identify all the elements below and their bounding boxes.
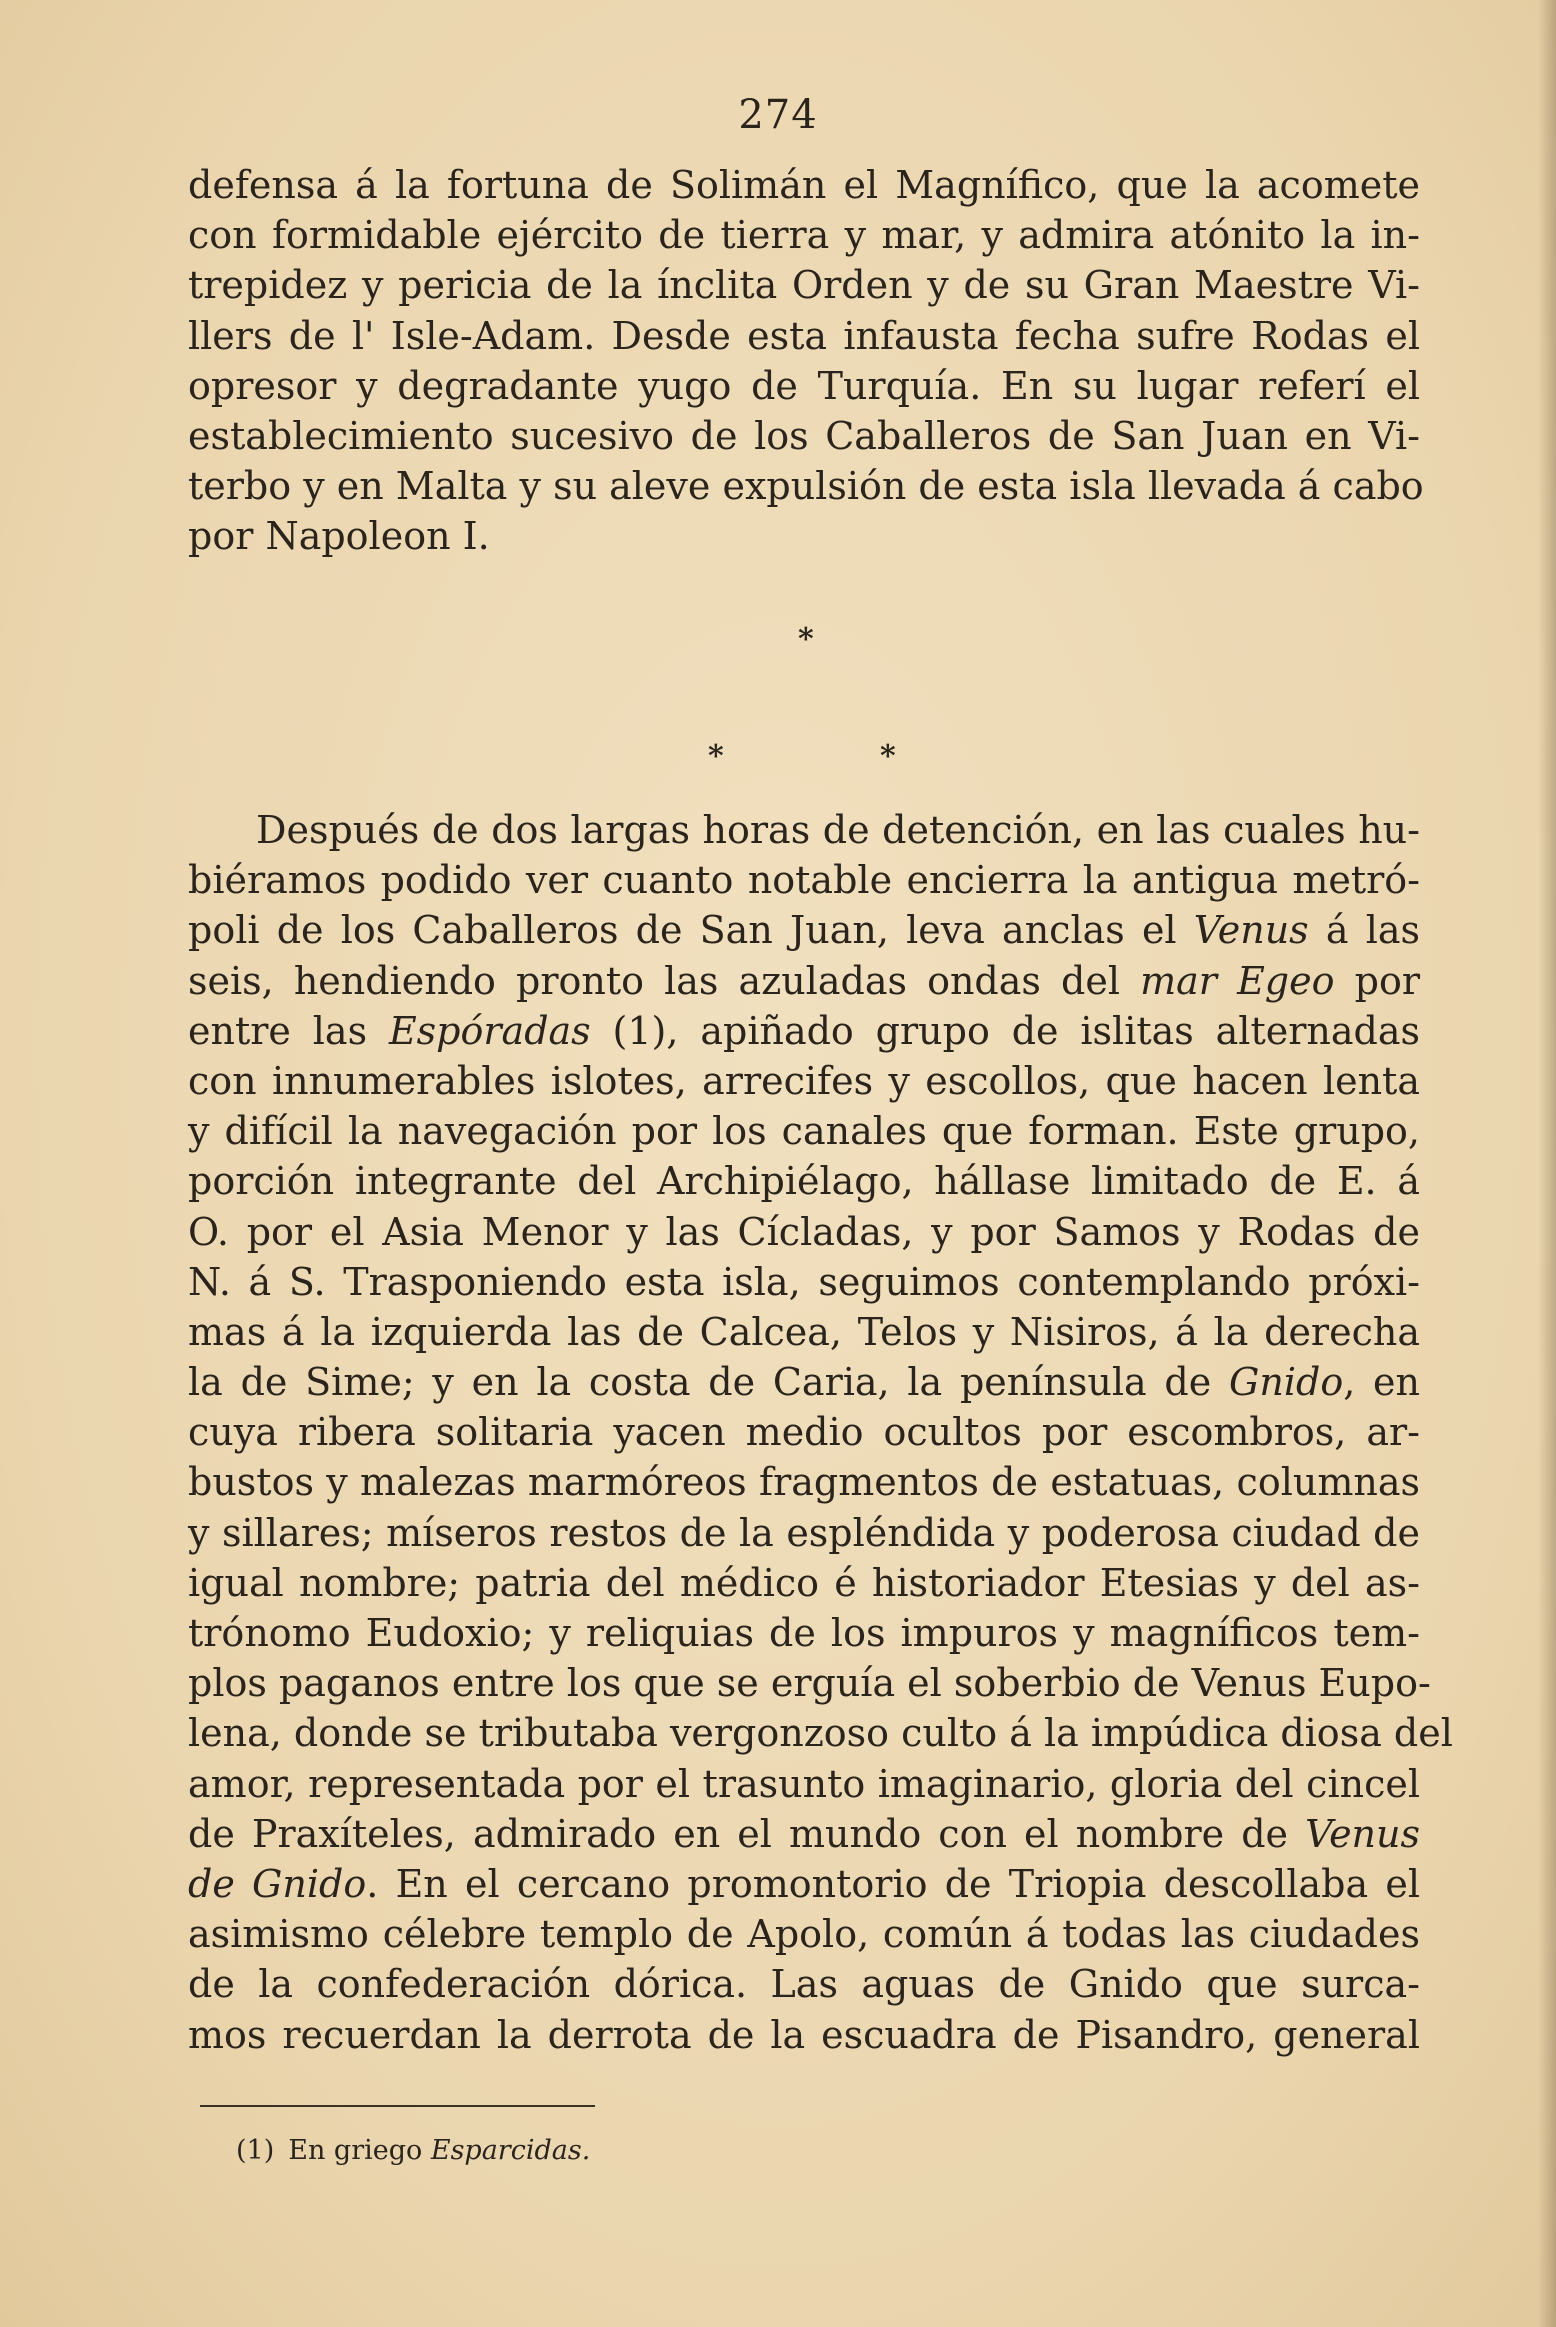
line-text: seis, hendiendo pronto las azuladas ondas del: [188, 958, 1141, 1003]
text-line: establecimiento sucesivo de los Caballeros de San Juan en Vi-: [188, 413, 1420, 458]
text-line: [188, 905, 1420, 955]
text-line: con formidable ejército de tierra y mar, y admira atónito la in-: [188, 213, 1420, 258]
text-line: N. á S. Trasponiendo esta isla, seguimos contemplando próxi-: [188, 1259, 1420, 1304]
line-text: poli de los Caballeros de San Juan, leva anclas el: [188, 908, 1194, 953]
text-line: opresor y degradante yugo de Turquía. En su lugar referí el: [188, 363, 1420, 408]
page-edge-shadow: [1538, 0, 1556, 2327]
paragraph-2: [188, 805, 1453, 2060]
footnote-text: En griego: [288, 2135, 431, 2166]
asterism-star-top: *: [798, 622, 814, 657]
text-line: Después de dos largas horas de detención, en las cuales hu-: [256, 808, 1420, 852]
text-line: [188, 1006, 1420, 1056]
italic-term-place: Gnido: [1229, 1360, 1344, 1405]
line-text: de Praxíteles, admirado en el mundo con el nombre de: [188, 1811, 1306, 1856]
text-line: [188, 1809, 1420, 1859]
asterism-star-left: *: [708, 739, 724, 774]
text-line: y difícil la navegación por los canales que forman. Este grupo,: [188, 1109, 1420, 1154]
italic-term-islands: Espóradas: [388, 1008, 591, 1053]
line-text: (1), apiñado grupo de islitas alternadas: [590, 1008, 1420, 1053]
footnote: [236, 2135, 590, 2166]
line-text: , en: [1343, 1360, 1421, 1405]
line-text: por: [1334, 958, 1420, 1003]
page-number: 274: [738, 92, 818, 138]
text-line: trepidez y pericia de la ínclita Orden y de su Gran Maestre Vi-: [188, 263, 1420, 308]
text-line: bustos y malezas marmóreos fragmentos de estatuas, columnas: [188, 1460, 1420, 1505]
italic-term-ship: Venus: [1193, 908, 1309, 953]
text-line: llers de l' Isle-Adam. Desde esta infausta fecha sufre Rodas el: [188, 313, 1420, 358]
footnote-marker: (1): [236, 2135, 275, 2166]
line-text: á las: [1308, 908, 1421, 953]
text-line: asimismo célebre templo de Apolo, común á todas las ciudades: [188, 1912, 1420, 1957]
italic-term-sea: mar Egeo: [1140, 958, 1335, 1003]
text-line: biéramos podido ver cuanto notable encierra la antigua metró-: [188, 858, 1420, 903]
paragraph-1: [188, 160, 1424, 562]
text-line: [188, 1357, 1420, 1407]
text-line: con innumerables islotes, arrecifes y escollos, que hacen lenta: [188, 1058, 1420, 1103]
text-line: [188, 956, 1420, 1006]
text-line: [188, 1859, 1420, 1909]
text-line: plos paganos entre los que se erguía el soberbio de Venus Eupo-: [188, 1661, 1431, 1706]
line-text: la de Sime; y en la costa de Caria, la península de: [188, 1360, 1230, 1405]
text-line: y sillares; míseros restos de la espléndida y poderosa ciudad de: [188, 1510, 1420, 1555]
text-line: trónomo Eudoxio; y reliquias de los impuros y magníficos tem-: [188, 1611, 1420, 1655]
italic-term-statue: de Gnido: [188, 1861, 367, 1906]
italic-term-statue: Venus: [1305, 1811, 1420, 1856]
text-line: mas á la izquierda las de Calcea, Telos y Nisiros, á la derecha: [188, 1309, 1420, 1354]
text-line: terbo y en Malta y su aleve expulsión de esta isla llevada á cabo: [188, 464, 1424, 509]
text-line: cuya ribera solitaria yacen medio ocultos por escombros, ar-: [188, 1410, 1420, 1455]
text-line: porción integrante del Archipiélago, hállase limitado de E. á: [188, 1159, 1420, 1204]
line-text: . En el cercano promontorio de Triopia descollaba el: [366, 1861, 1421, 1906]
line-text: entre las: [188, 1008, 389, 1053]
text-line: por Napoleon I.: [188, 514, 490, 559]
text-line: de la confederación dórica. Las aguas de Gnido que surca-: [188, 1962, 1420, 2007]
text-line: lena, donde se tributaba vergonzoso culto á la impúdica diosa del: [188, 1711, 1453, 1756]
text-line: mos recuerdan la derrota de la escuadra de Pisandro, general: [188, 2012, 1420, 2057]
text-line: defensa á la fortuna de Solimán el Magnífico, que la acomete: [188, 163, 1420, 207]
text-line: amor, representada por el trasunto imaginario, gloria del cincel: [188, 1761, 1420, 1806]
text-line: O. por el Asia Menor y las Cícladas, y por Samos y Rodas de: [188, 1209, 1420, 1254]
footnote-term: Esparcidas.: [430, 2135, 591, 2166]
footnote-divider: [200, 2105, 595, 2107]
text-line: igual nombre; patria del médico é historiador Etesias y del as-: [188, 1560, 1420, 1605]
asterism-star-right: *: [880, 739, 896, 774]
